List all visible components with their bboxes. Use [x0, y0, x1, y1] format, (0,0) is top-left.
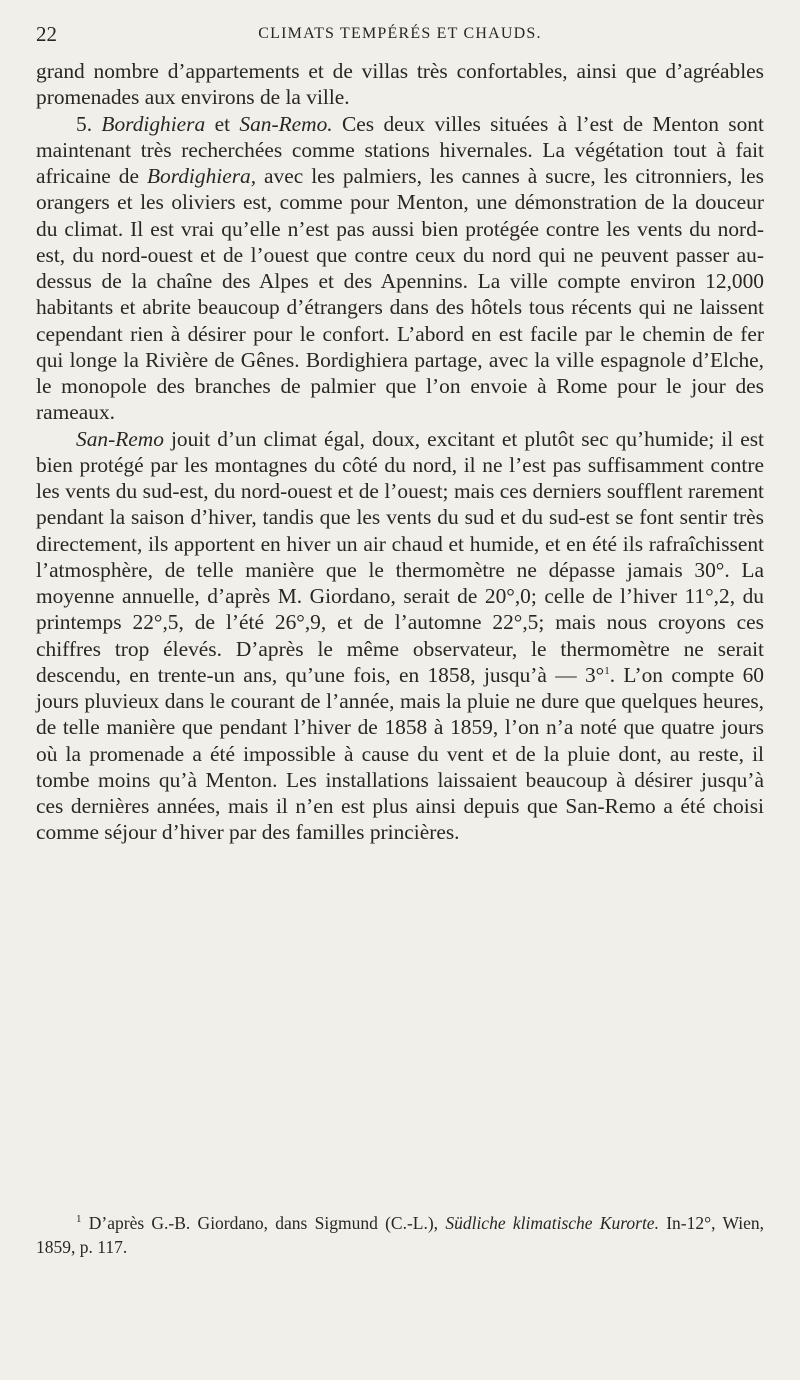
page-number: 22 [36, 22, 57, 46]
paragraph-text: avec les palmiers, les cannes à sucre, les citronniers, les orangers et les oliviers est, comme pour Menton, une démonstration de la douceur du climat. Il est vrai qu’elle n’est pas aussi bien protégée contre les vents du nord-est, du nord-ouest et de l’ouest que contre ceux du nord qui ne peuvent passer au-dessus de la chaîne des Alpes et des Apennins. La ville compte environ 12,000 habitants et abrite beaucoup d’étrangers dans des hôtels tous récents qui ne laissent cependant rien à désirer pour le confort. L’abord en est facile par le chemin de fer qui longe la Rivière de Gênes. Bordighiera partage, avec la ville espagnole d’Elche, le monopole des branches de palmier que l’on envoie à Rome pour le jour des rameaux. [36, 164, 764, 425]
footnote-book-title: Südliche klimatische Kurorte. [445, 1213, 659, 1233]
paragraph-text: jouit d’un climat égal, doux, excitant et plutôt sec qu’humide; il est bien protégé par les montagnes du côté du nord, il ne l’est pas suffisamment contre les vents du sud-est, du nord-ouest et de l’ouest; mais ces derniers soufflent rarement pendant la saison d’hiver, tandis que les vents du sud et du sud-est se font sentir très directement, ils apportent en hiver un air chaud et humide, et en été ils rafraîchissent l’atmosphère, de telle manière que le thermomètre ne dépasse jamais 30°. La moyenne annuelle, d’après M. Giordano, serait de 20°,0; celle de l’hiver 11°,2, du printemps 22°,5, de l’été 26°,9, et de l’automne 22°,5; mais nous croyons ces chiffres trop élevés. D’après le même observateur, le thermomètre ne serait descendu, en trente-un ans, qu’une fois, en 1858, jusqu’à — 3° [36, 426, 764, 687]
place-name-san-remo: San-Remo [76, 426, 164, 451]
paragraph-text: grand nombre d’appartements et de villas très confortables, ainsi que d’agréables promenades aux environs de la ville. [36, 59, 764, 110]
page-header [36, 22, 764, 50]
paragraph-text: Ces deux villes situées à l’est de Menton sont maintenant très recherchées comme stations hivernales. La végétation tout à fait africaine de [36, 111, 764, 188]
place-name-san-remo: San-Remo. [239, 111, 333, 136]
section-number: 5. [76, 111, 93, 136]
conjunction: et [214, 111, 231, 136]
footnote [36, 1211, 764, 1259]
paragraph-text: . L’on compte 60 jours pluvieux dans le courant de l’année, mais la pluie ne dure que quelques heures, de telle manière que pendant l’hiver de 1858 à 1859, l’on n’a noté que quatre jours où la promenade a été impossible à cause du vent et de la pluie dont, au reste, il tombe moins qu’à Menton. Les installations laissaient beaucoup à désirer jusqu’à ces dernières années, mais il n’en est plus ainsi depuis que San-Remo a été choisi comme séjour d’hiver par des familles princières. [36, 662, 765, 845]
running-title: CLIMATS TEMPÉRÉS ET CHAUDS. [258, 25, 542, 42]
place-name-bordighiera: Bordighiera [101, 111, 206, 136]
paragraph-continued [36, 58, 764, 111]
place-name-bordighiera: Bordighiera, [146, 164, 257, 188]
footnote-text: In-12°, Wien, 1859, p. 117. [36, 1213, 765, 1257]
body-text [36, 58, 764, 846]
paragraph-bordighiera [36, 111, 764, 426]
footnote-marker: 1 [76, 1213, 82, 1226]
paragraph-san-remo [36, 426, 764, 846]
footnote-text: D’après G.-B. Giordano, dans Sigmund (C.-L.), [88, 1213, 439, 1233]
footnote-reference: 1 [604, 664, 610, 677]
